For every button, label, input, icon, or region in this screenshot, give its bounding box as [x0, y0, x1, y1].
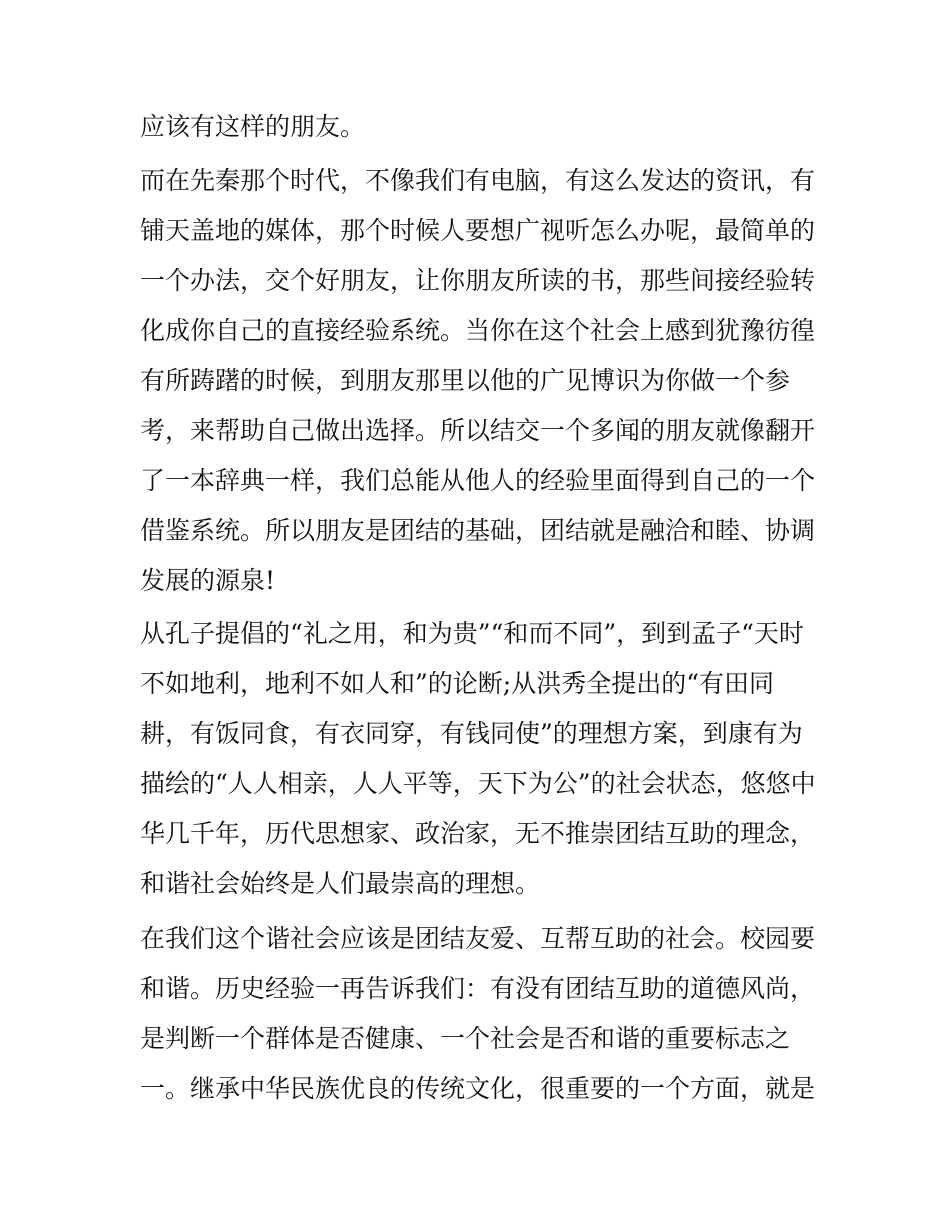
text-line: 而在先秦那个时代，不像我们有电脑，有这么发达的资讯，有: [140, 166, 816, 195]
text-line: 描绘的“人人相亲，人人平等，天下为公”的社会状态，悠悠中: [140, 769, 816, 798]
text-line: 考，来帮助自己做出选择。所以结交一个多闻的朋友就像翻开: [140, 416, 816, 445]
text-line: 化成你自己的直接经验系统。当你在这个社会上感到犹豫彷徨: [140, 316, 816, 345]
text-line: 有所踌躇的时候，到朋友那里以他的广见博识为你做一个参: [140, 366, 791, 395]
text-line: 耕，有饭同食，有衣同穿，有钱同使”的理想方案，到康有为: [140, 719, 803, 748]
text-line: 是判断一个群体是否健康、一个社会是否和谐的重要标志之: [140, 1024, 791, 1053]
text-line: 发展的源泉!: [140, 566, 276, 595]
text-line: 在我们这个谐社会应该是团结友爱、互帮互助的社会。校园要: [140, 924, 816, 953]
text-line: 借鉴系统。所以朋友是团结的基础，团结就是融洽和睦、协调: [140, 516, 816, 545]
text-line: 不如地利，地利不如人和”的论断;从洪秀全提出的“有田同: [140, 669, 774, 698]
text-line: 和谐。历史经验一再告诉我们：有没有团结互助的道德风尚，: [140, 974, 816, 1003]
text-line: 一个办法，交个好朋友，让你朋友所读的书，那些间接经验转: [140, 266, 816, 295]
text-line: 了一本辞典一样，我们总能从他人的经验里面得到自己的一个: [140, 466, 816, 495]
text-line: 华几千年，历代思想家、政治家，无不推崇团结互助的理念，: [140, 819, 816, 848]
text-line: 应该有这样的朋友。: [140, 112, 366, 141]
text-line: 一。继承中华民族优良的传统文化，很重要的一个方面，就是: [140, 1074, 816, 1103]
text-line: 从孔子提倡的“礼之用，和为贵”“和而不同”，到到孟子“天时: [140, 619, 804, 648]
text-line: 和谐社会始终是人们最崇高的理想。: [140, 869, 541, 898]
text-line: 铺天盖地的媒体，那个时候人要想广视听怎么办呢，最简单的: [140, 216, 816, 245]
